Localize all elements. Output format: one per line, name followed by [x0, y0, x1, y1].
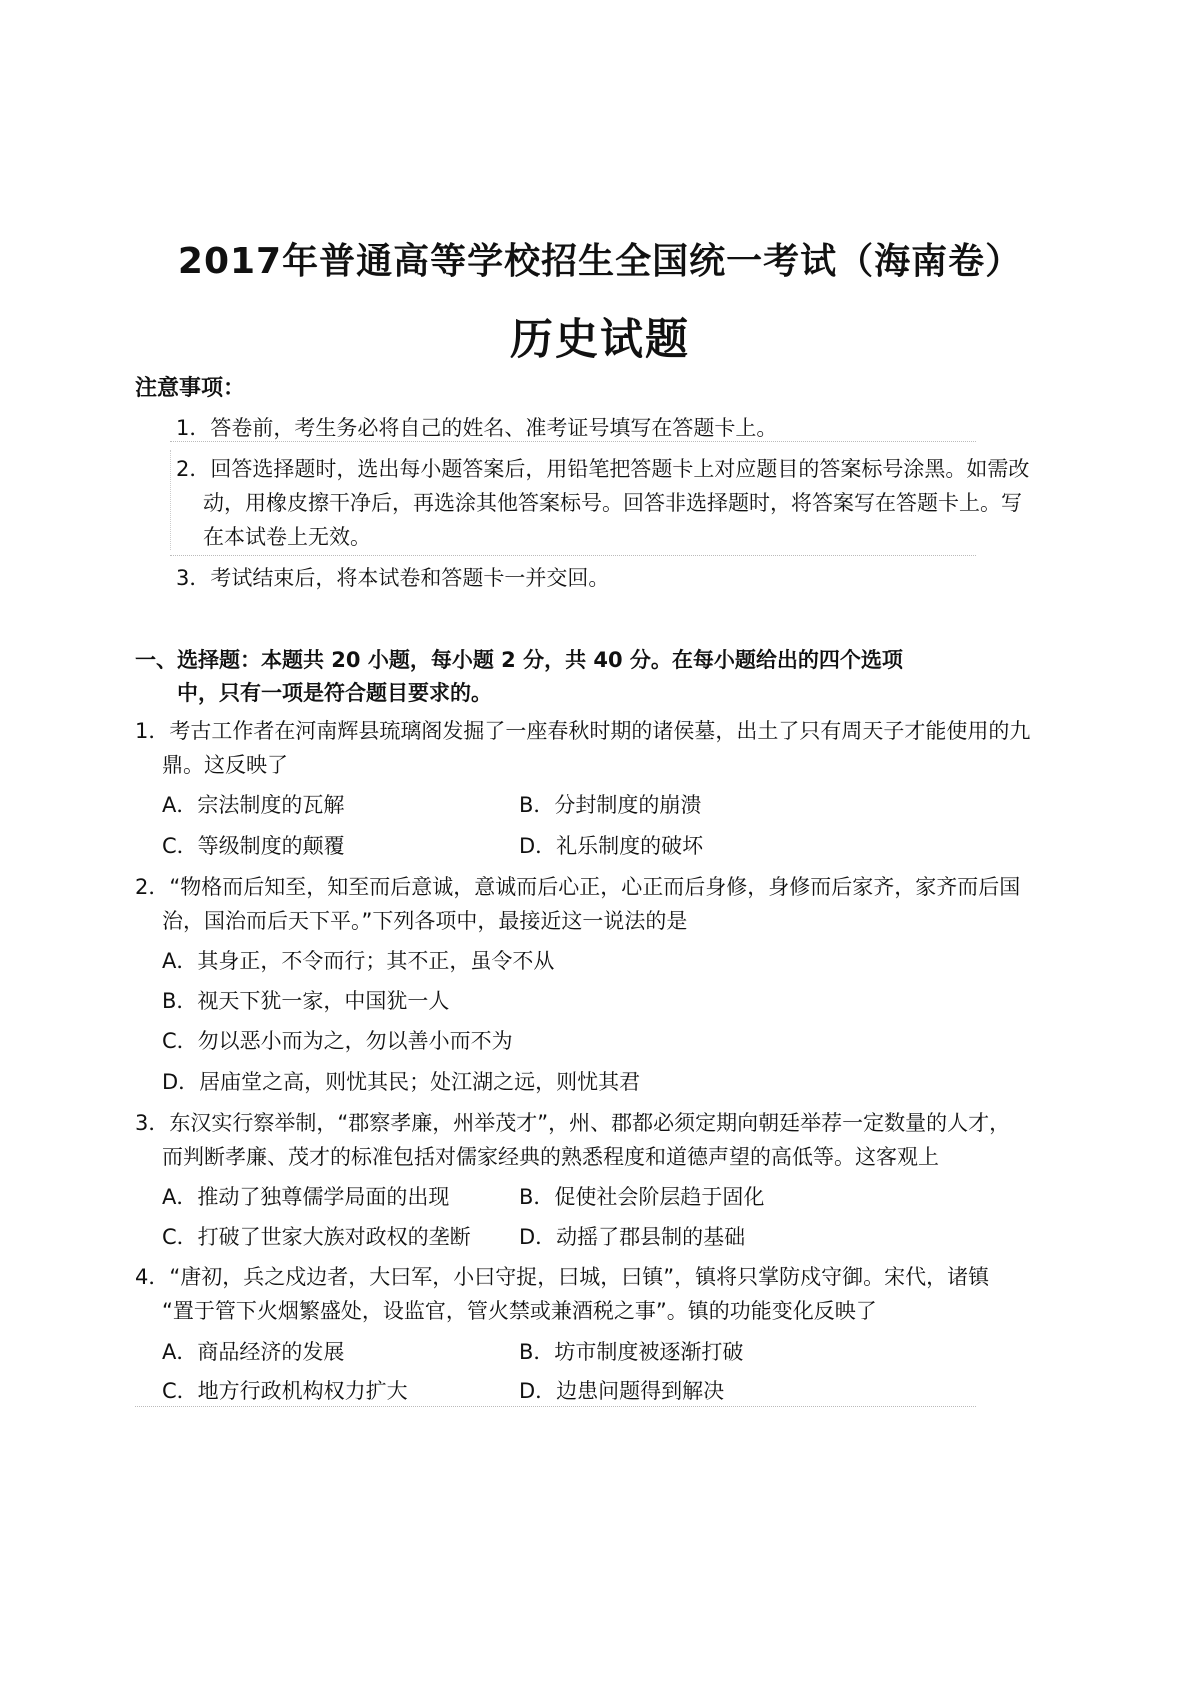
question-2-line-1: 2．“物格而后知至，知至而后意诚，意诚而后心正，心正而后身修，身修而后家齐，家齐而后国	[135, 875, 1021, 899]
section-heading-line-2: 中，只有一项是符合题目要求的。	[177, 681, 492, 705]
question-1-option-d: D．礼乐制度的破坏	[519, 834, 704, 858]
question-3-line-2: 而判断孝廉、茂才的标准包括对儒家经典的熟悉程度和道德声望的高低等。这客观上	[162, 1145, 939, 1169]
question-3-option-b: B．促使社会阶层趋于固化	[519, 1185, 765, 1209]
notice-item-2-line-2: 动，用橡皮擦干净后，再选涂其他答案标号。回答非选择题时，将答案写在答题卡上。写	[203, 491, 1022, 515]
question-2-line-2: 治，国治而后天下平。”下列各项中，最接近这一说法的是	[162, 909, 688, 933]
page-bottom-divider	[135, 1406, 976, 1407]
question-4-option-b: B．坊市制度被逐渐打破	[519, 1340, 744, 1364]
exam-subtitle: 历史试题	[510, 315, 690, 365]
question-2-option-c: C．勿以恶小而为之，勿以善小而不为	[162, 1029, 513, 1053]
question-3-option-c: C．打破了世家大族对政权的垄断	[162, 1225, 471, 1249]
notice-item-2-line-3: 在本试卷上无效。	[203, 525, 371, 549]
question-1-option-b: B．分封制度的崩溃	[519, 793, 702, 817]
question-4-option-a: A．商品经济的发展	[162, 1340, 345, 1364]
question-4-line-1: 4．“唐初，兵之戍边者，大曰军，小曰守捉，曰城，曰镇”，镇将只掌防戍守御。宋代，诸镇	[135, 1265, 990, 1289]
question-2-option-d: D．居庙堂之高，则忧其民；处江湖之远，则忧其君	[162, 1070, 641, 1094]
notice-divider	[170, 441, 976, 442]
notice-item-3: 3．考试结束后，将本试卷和答题卡一并交回。	[176, 566, 610, 590]
question-3-option-d: D．动摇了郡县制的基础	[519, 1225, 746, 1249]
notice-item-1: 1．答卷前，考生务必将自己的姓名、准考证号填写在答题卡上。	[176, 416, 778, 440]
question-4-option-d: D．边患问题得到解决	[519, 1379, 725, 1403]
question-1-option-a: A．宗法制度的瓦解	[162, 793, 345, 817]
question-1-option-c: C．等级制度的颠覆	[162, 834, 345, 858]
notice-margin-line	[170, 450, 171, 550]
exam-title: 2017年普通高等学校招生全国统一考试（海南卷）	[177, 241, 1023, 282]
question-3-line-1: 3．东汉实行察举制，“郡察孝廉，州举茂才”，州、郡都必须定期向朝廷举荐一定数量的人才，	[135, 1111, 1011, 1135]
section-heading-line-1: 一、选择题：本题共 20 小题，每小题 2 分，共 40 分。在每小题给出的四个选项	[135, 648, 903, 672]
question-4-line-2: “置于管下火烟繁盛处，设监官，管火禁或兼酒税之事”。镇的功能变化反映了	[162, 1299, 877, 1323]
question-2-option-a: A．其身正，不令而行；其不正，虽令不从	[162, 949, 555, 973]
notice-item-2-line-1: 2．回答选择题时，选出每小题答案后，用铅笔把答题卡上对应题目的答案标号涂黑。如需改	[176, 457, 1030, 481]
question-4-option-c: C．地方行政机构权力扩大	[162, 1379, 408, 1403]
question-1-line-2: 鼎。这反映了	[162, 753, 288, 777]
question-3-option-a: A．推动了独尊儒学局面的出现	[162, 1185, 450, 1209]
question-2-option-b: B．视天下犹一家，中国犹一人	[162, 989, 450, 1013]
notice-divider	[170, 555, 976, 556]
question-1-line-1: 1．考古工作者在河南辉县琉璃阁发掘了一座春秋时期的诸侯墓，出土了只有周天子才能使用的九	[135, 719, 1031, 743]
notice-heading: 注意事项：	[135, 376, 246, 401]
